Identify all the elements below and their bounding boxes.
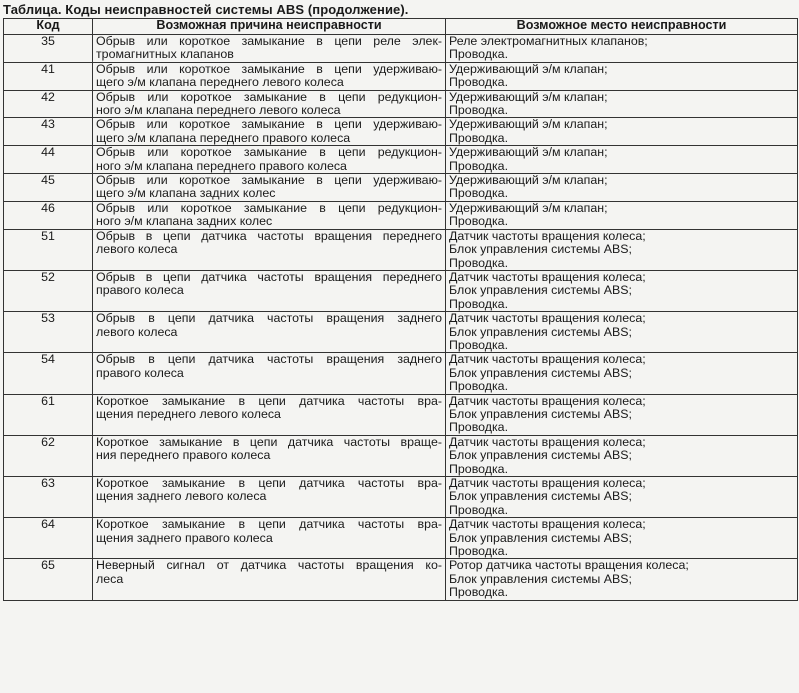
fault-location	[446, 62, 798, 90]
fault-cause-line: правого колеса	[96, 365, 184, 380]
fault-cause-line: Обрыв в цепи датчика частоты вращения переднего	[96, 228, 442, 243]
fault-location	[446, 118, 798, 146]
fault-cause	[93, 477, 446, 518]
fault-location-line: Проводка.	[449, 420, 509, 435]
fault-cause	[93, 312, 446, 353]
fault-location-line: Проводка.	[449, 502, 509, 517]
table-row	[4, 518, 798, 559]
fault-cause-line: Короткое замыкание в цепи датчика частоты вра-	[96, 393, 442, 408]
fault-location-line: Датчик частоты вращения колеса;	[449, 393, 646, 408]
fault-code: 64	[4, 518, 93, 559]
table-title: Таблица. Коды неисправностей системы ABS (продолжение).	[3, 2, 409, 17]
fault-cause-line: Обрыв или короткое замыкание в цепи редукцион-	[96, 145, 442, 160]
fault-location	[446, 35, 798, 63]
fault-location-line: Блок управления системы ABS;	[449, 324, 632, 339]
table-row	[4, 35, 798, 63]
fault-location	[446, 559, 798, 600]
header-code: Код	[4, 19, 93, 35]
fault-location-line: Блок управления системы ABS;	[449, 283, 632, 298]
fault-cause-line: леса	[96, 571, 124, 586]
fault-location	[446, 394, 798, 435]
fault-cause-line: левого колеса	[96, 324, 178, 339]
table-row	[4, 118, 798, 146]
fault-location	[446, 435, 798, 476]
fault-location-line: Блок управления системы ABS;	[449, 530, 632, 545]
fault-location-line: Удерживающий э/м клапан;	[449, 145, 608, 160]
fault-code: 41	[4, 62, 93, 90]
fault-cause	[93, 174, 446, 202]
fault-location-line: Датчик частоты вращения колеса;	[449, 311, 646, 326]
fault-location-line: Удерживающий э/м клапан;	[449, 117, 608, 132]
fault-location-line: Ротор датчика частоты вращения колеса;	[449, 558, 689, 573]
fault-code: 45	[4, 174, 93, 202]
fault-cause-line: Обрыв в цепи датчика частоты вращения заднего	[96, 352, 442, 367]
fault-cause-line: правого колеса	[96, 283, 184, 298]
table-row	[4, 62, 798, 90]
fault-cause-line: Короткое замыкание в цепи датчика частоты враще-	[96, 434, 442, 449]
fault-cause-line: Обрыв или короткое замыкание в цепи реле элек-	[96, 34, 442, 48]
fault-location-line: Датчик частоты вращения колеса;	[449, 269, 646, 284]
table-row	[4, 174, 798, 202]
fault-cause	[93, 35, 446, 63]
fault-cause-line: Обрыв или короткое замыкание в цепи удерживаю-	[96, 173, 442, 188]
fault-location-line: Проводка.	[449, 544, 509, 559]
fault-location-line: Проводка.	[449, 158, 509, 173]
table-row	[4, 394, 798, 435]
fault-location-line: Блок управления системы ABS;	[449, 406, 632, 421]
fault-cause	[93, 435, 446, 476]
table-row	[4, 270, 798, 311]
fault-location-line: Датчик частоты вращения колеса;	[449, 352, 646, 367]
fault-code: 44	[4, 146, 93, 174]
fault-location-line: Проводка.	[449, 296, 509, 311]
fault-code: 46	[4, 201, 93, 229]
fault-location	[446, 201, 798, 229]
table-row	[4, 435, 798, 476]
fault-location-line: Проводка.	[449, 337, 509, 352]
fault-code: 35	[4, 35, 93, 63]
fault-location-line: Датчик частоты вращения колеса;	[449, 517, 646, 532]
fault-cause-line: левого колеса	[96, 242, 178, 257]
fault-location-line: Реле электромагнитных клапанов;	[449, 34, 648, 48]
fault-cause-line: щения заднего левого колеса	[96, 489, 267, 504]
fault-location-line: Проводка.	[449, 214, 509, 229]
fault-location	[446, 312, 798, 353]
fault-location	[446, 477, 798, 518]
fault-cause-line: ного э/м клапана переднего правого колеса	[96, 158, 347, 173]
fault-location-line: Блок управления системы ABS;	[449, 489, 632, 504]
fault-cause-line: щего э/м клапана переднего левого колеса	[96, 75, 344, 90]
table-row	[4, 477, 798, 518]
fault-location-line: Проводка.	[449, 186, 509, 201]
table-header-row	[4, 19, 798, 35]
fault-code: 61	[4, 394, 93, 435]
table-row	[4, 90, 798, 118]
fault-cause-line: Неверный сигнал от датчика частоты вращения ко-	[96, 558, 442, 573]
fault-location-line: Проводка.	[449, 103, 509, 118]
fault-location-line: Блок управления системы ABS;	[449, 571, 632, 586]
fault-location-line: Удерживающий э/м клапан;	[449, 200, 608, 215]
fault-code: 53	[4, 312, 93, 353]
fault-cause-line: ного э/м клапана задних колес	[96, 214, 273, 229]
fault-cause-line: Обрыв или короткое замыкание в цепи редукцион-	[96, 89, 442, 104]
fault-location-line: Проводка.	[449, 75, 509, 90]
fault-cause-line: щего э/м клапана задних колес	[96, 186, 276, 201]
fault-cause-line: ния переднего правого колеса	[96, 448, 271, 463]
fault-location-line: Датчик частоты вращения колеса;	[449, 434, 646, 449]
fault-location-line: Блок управления системы ABS;	[449, 448, 632, 463]
fault-location-line: Блок управления системы ABS;	[449, 242, 632, 257]
fault-cause-line: ного э/м клапана переднего левого колеса	[96, 103, 341, 118]
fault-location	[446, 229, 798, 270]
table-row	[4, 229, 798, 270]
fault-location	[446, 174, 798, 202]
fault-cause	[93, 270, 446, 311]
fault-cause-line: щения переднего левого колеса	[96, 406, 281, 421]
fault-code: 51	[4, 229, 93, 270]
fault-cause	[93, 146, 446, 174]
header-cause: Возможная причина неисправности	[93, 19, 446, 35]
fault-location-line: Проводка.	[449, 585, 509, 600]
fault-location-line: Удерживающий э/м клапан;	[449, 61, 608, 76]
fault-code: 62	[4, 435, 93, 476]
fault-location-line: Проводка.	[449, 130, 509, 145]
table-row	[4, 201, 798, 229]
fault-cause-line: Обрыв или короткое замыкание в цепи редукцион-	[96, 200, 442, 215]
fault-location-line: Блок управления системы ABS;	[449, 365, 632, 380]
fault-cause-line: тромагнитных клапанов	[96, 47, 234, 62]
abs-fault-codes-table	[3, 18, 798, 601]
fault-cause-line: Обрыв в цепи датчика частоты вращения переднего	[96, 269, 442, 284]
fault-cause-line: щего э/м клапана переднего правого колеса	[96, 130, 351, 145]
fault-location	[446, 518, 798, 559]
fault-cause	[93, 353, 446, 394]
fault-location-line: Удерживающий э/м клапан;	[449, 173, 608, 188]
fault-cause	[93, 90, 446, 118]
fault-cause-line: Обрыв или короткое замыкание в цепи удерживаю-	[96, 117, 442, 132]
header-place: Возможное место неисправности	[446, 19, 798, 35]
fault-cause	[93, 62, 446, 90]
fault-code: 65	[4, 559, 93, 600]
fault-cause	[93, 518, 446, 559]
fault-cause	[93, 118, 446, 146]
fault-location-line: Проводка.	[449, 255, 509, 270]
fault-location-line: Проводка.	[449, 379, 509, 394]
fault-location	[446, 90, 798, 118]
fault-cause	[93, 559, 446, 600]
table-row	[4, 312, 798, 353]
fault-code: 54	[4, 353, 93, 394]
fault-code: 52	[4, 270, 93, 311]
fault-location-line: Удерживающий э/м клапан;	[449, 89, 608, 104]
fault-cause-line: Обрыв в цепи датчика частоты вращения заднего	[96, 311, 442, 326]
fault-location	[446, 353, 798, 394]
fault-code: 42	[4, 90, 93, 118]
fault-cause	[93, 201, 446, 229]
fault-cause-line: щения заднего правого колеса	[96, 530, 273, 545]
fault-location-line: Датчик частоты вращения колеса;	[449, 228, 646, 243]
table-row	[4, 353, 798, 394]
fault-cause	[93, 394, 446, 435]
table-row	[4, 559, 798, 600]
fault-cause-line: Обрыв или короткое замыкание в цепи удерживаю-	[96, 61, 442, 76]
table-row	[4, 146, 798, 174]
fault-location	[446, 146, 798, 174]
fault-location-line: Датчик частоты вращения колеса;	[449, 476, 646, 490]
fault-location-line: Проводка.	[449, 461, 509, 476]
fault-cause	[93, 229, 446, 270]
fault-code: 63	[4, 477, 93, 518]
fault-location	[446, 270, 798, 311]
fault-cause-line: Короткое замыкание в цепи датчика частоты вра-	[96, 517, 442, 532]
fault-code: 43	[4, 118, 93, 146]
fault-cause-line: Короткое замыкание в цепи датчика частоты вра-	[96, 476, 442, 490]
fault-location-line: Проводка.	[449, 47, 509, 62]
